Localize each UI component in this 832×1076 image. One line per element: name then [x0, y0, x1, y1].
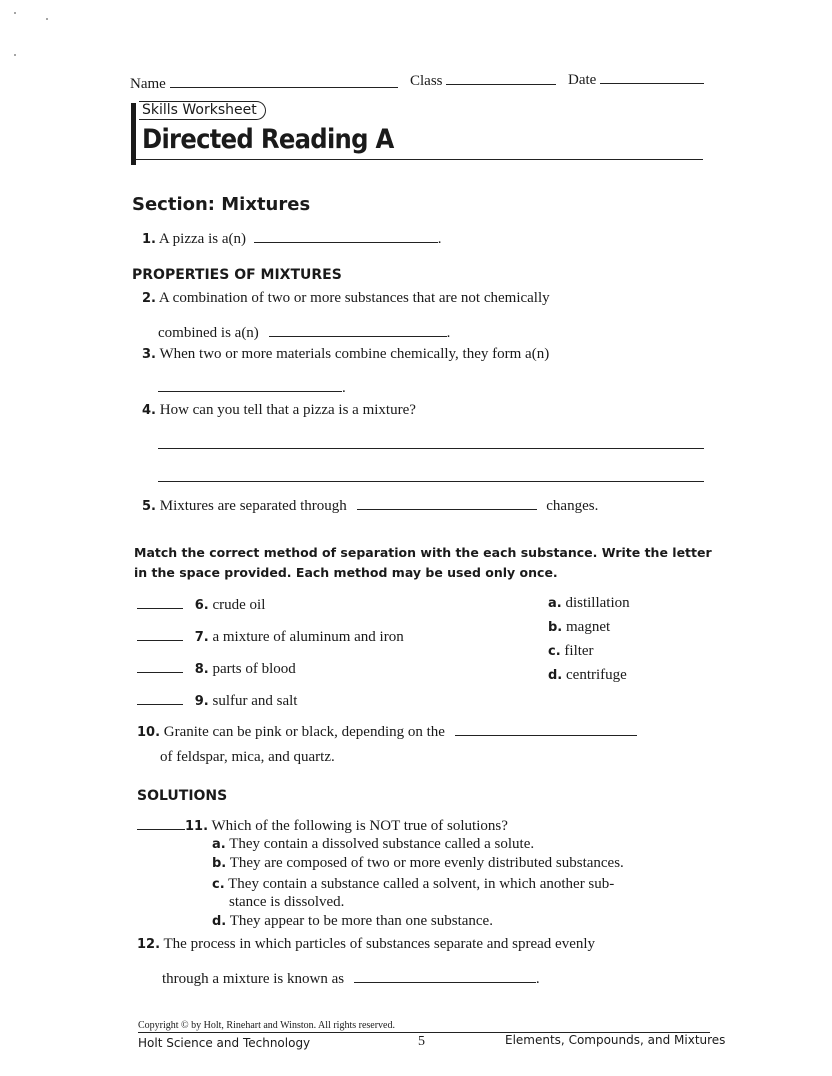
heading-properties: PROPERTIES OF MIXTURES [132, 267, 342, 283]
name-blank[interactable] [170, 86, 398, 88]
question-text: The process in which particles of substances separate and spread evenly [163, 936, 596, 952]
choice-text: They contain a substance called a solvent, in which another sub- [228, 876, 615, 892]
question-3-answer [158, 380, 346, 397]
option-text: filter [564, 643, 594, 659]
match-item-text: crude oil [212, 597, 266, 613]
question-text: through a mixture is known as [162, 971, 345, 987]
scan-speck [14, 12, 16, 14]
choice-a [212, 836, 534, 853]
answer-blank[interactable] [137, 671, 183, 673]
class-blank[interactable] [446, 83, 556, 85]
answer-blank[interactable] [137, 828, 185, 830]
match-option-a [548, 595, 630, 612]
answer-blank[interactable] [357, 508, 537, 510]
choice-text: They are composed of two or more evenly distributed substances. [229, 855, 624, 871]
question-number: 10. [137, 725, 161, 740]
choice-letter: b. [212, 856, 227, 871]
answer-blank[interactable] [137, 703, 183, 705]
match-option-c [548, 643, 594, 660]
question-2-cont [158, 325, 450, 342]
match-option-d [548, 667, 627, 684]
name-label: Name [130, 76, 166, 92]
choice-text: They contain a dissolved substance called a solute. [229, 836, 535, 852]
question-2 [142, 290, 550, 307]
question-1 [142, 231, 441, 248]
choice-b [212, 855, 624, 872]
heading-solutions: SOLUTIONS [137, 788, 228, 804]
match-item-text: sulfur and salt [212, 693, 298, 709]
answer-blank[interactable] [455, 734, 637, 736]
question-text: Which of the following is NOT true of solutions? [211, 818, 508, 834]
question-number: 12. [137, 937, 161, 952]
answer-blank[interactable] [137, 639, 183, 641]
punct: . [342, 380, 346, 396]
question-4 [142, 402, 416, 419]
question-10-cont: of feldspar, mica, and quartz. [160, 749, 335, 765]
punct: . [437, 231, 442, 247]
match-instructions-2: in the space provided. Each method may be used only once. [134, 565, 558, 580]
answer-blank[interactable] [137, 607, 183, 609]
question-text: Mixtures are separated through [159, 498, 347, 514]
choice-c-cont: stance is dissolved. [229, 894, 345, 910]
question-11 [137, 818, 508, 835]
option-text: centrifuge [566, 667, 627, 683]
answer-blank[interactable] [354, 981, 536, 983]
page-title: Directed Reading A [142, 124, 394, 155]
question-number: 4. [142, 403, 156, 418]
option-letter: d. [548, 668, 563, 683]
answer-line[interactable] [158, 481, 704, 482]
date-blank[interactable] [600, 82, 704, 84]
match-item-text: parts of blood [212, 661, 296, 677]
title-bar [131, 103, 136, 165]
question-number: 6. [194, 598, 209, 613]
question-number: 5. [142, 499, 156, 514]
answer-blank[interactable] [254, 241, 438, 243]
match-item-8 [137, 661, 296, 678]
match-item-9 [137, 693, 297, 710]
question-text: Granite can be pink or black, depending on the [163, 724, 445, 740]
option-letter: b. [548, 620, 563, 635]
section-title: Section: Mixtures [132, 194, 311, 215]
footer-left: Holt Science and Technology [138, 1036, 311, 1050]
answer-blank[interactable] [158, 390, 342, 392]
question-text: A combination of two or more substances that are not chemically [158, 290, 550, 306]
copyright: Copyright © by Holt, Rinehart and Winston. All rights reserved. [138, 1020, 395, 1031]
choice-c [212, 876, 614, 893]
option-text: magnet [566, 619, 611, 635]
question-10 [137, 724, 637, 741]
match-instructions-1: Match the correct method of separation with the each substance. Write the letter [134, 545, 712, 560]
choice-text: They appear to be more than one substance. [229, 913, 493, 929]
option-text: distillation [565, 595, 630, 611]
choice-letter: c. [212, 877, 225, 892]
question-text: A pizza is a(n) [158, 231, 246, 247]
question-text: combined is a(n) [158, 325, 259, 341]
choice-letter: d. [212, 914, 227, 929]
question-number: 7. [194, 630, 209, 645]
punct: . [535, 971, 540, 987]
question-5 [142, 498, 598, 515]
question-12-cont [162, 971, 540, 988]
question-text: How can you tell that a pizza is a mixture? [159, 402, 416, 418]
question-number: 3. [142, 347, 156, 362]
scan-speck [14, 54, 16, 56]
option-letter: a. [548, 596, 562, 611]
question-number: 2. [142, 291, 156, 306]
match-item-6 [137, 597, 265, 614]
date-field [568, 72, 704, 89]
worksheet-tag: Skills Worksheet [139, 101, 266, 120]
match-item-text: a mixture of aluminum and iron [212, 629, 404, 645]
question-text-end: changes. [546, 498, 599, 514]
punct: . [446, 325, 451, 341]
question-number: 11. [185, 819, 209, 834]
question-text: When two or more materials combine chemically, they form a(n) [159, 346, 550, 362]
choice-letter: a. [212, 837, 226, 852]
question-number: 9. [194, 694, 209, 709]
option-letter: c. [548, 644, 561, 659]
question-12 [137, 936, 595, 953]
name-field [130, 76, 398, 93]
question-number: 1. [142, 232, 156, 247]
answer-blank[interactable] [269, 335, 447, 337]
answer-line[interactable] [158, 448, 704, 449]
scan-speck [46, 18, 48, 20]
title-rule [136, 159, 703, 160]
choice-d [212, 913, 493, 930]
date-label: Date [568, 72, 597, 88]
match-item-7 [137, 629, 404, 646]
class-label: Class [410, 73, 443, 89]
page-number: 5 [418, 1034, 425, 1049]
match-option-b [548, 619, 610, 636]
question-3 [142, 346, 549, 363]
class-field [410, 73, 556, 90]
question-number: 8. [194, 662, 209, 677]
footer-right: Elements, Compounds, and Mixtures [505, 1033, 726, 1047]
